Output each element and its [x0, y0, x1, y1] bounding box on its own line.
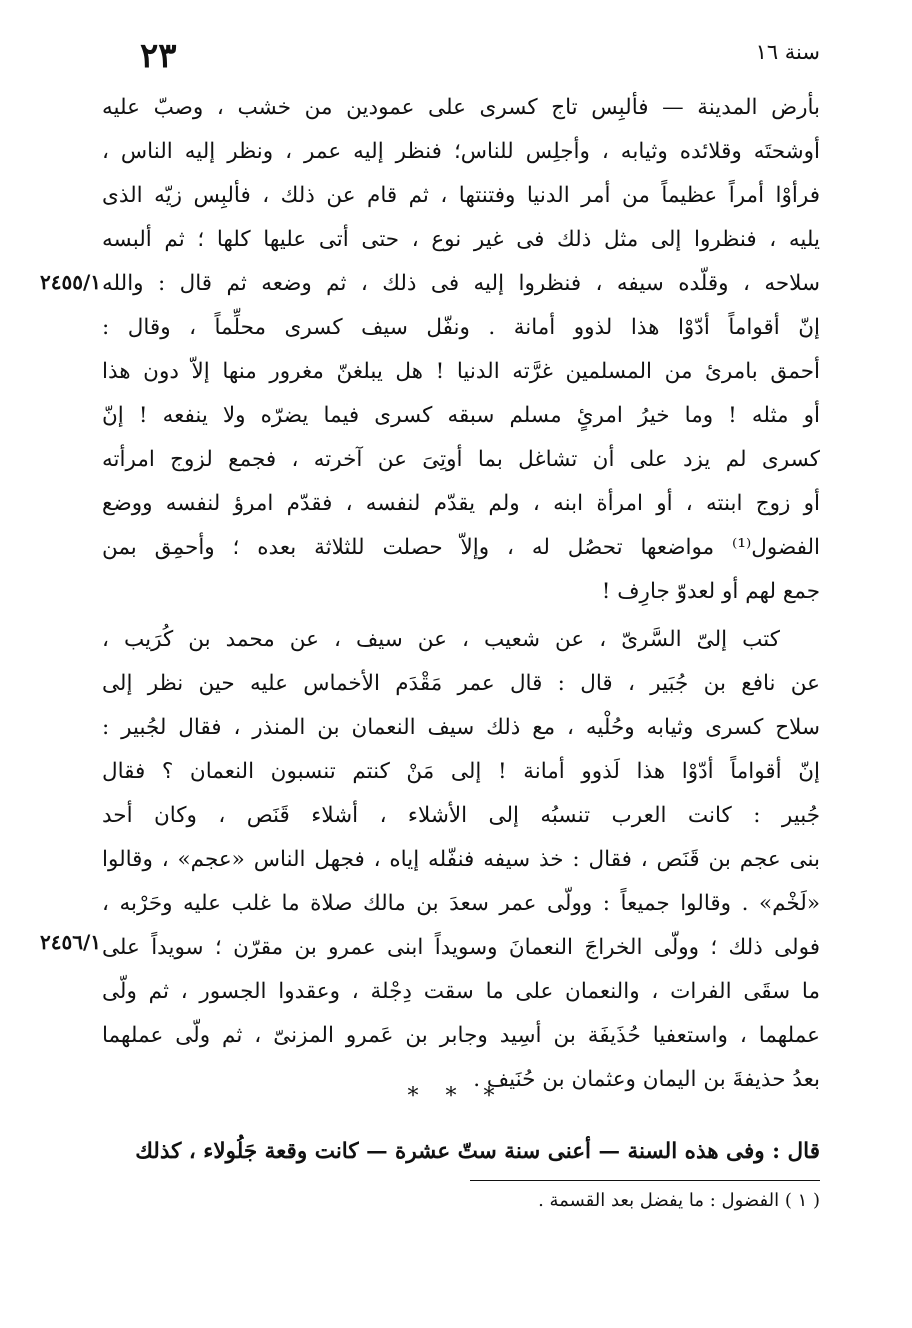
text-line: بنى عجم بن قَنَص ، فقال : خذ سيفه فنفّله إياه ، فجهل الناس «عجم» ، وقالوا	[102, 847, 820, 872]
text-line: فرأوْا أمراً عظيماً من أمر الدنيا وفتنتها ، ثم قام عن ذلك ، فألبِس زيّه الذى	[102, 183, 820, 208]
closing-paragraph	[102, 1130, 820, 1174]
text-line: قال : وفى هذه السنة — أعنى سنة ستّ عشرة — كانت وقعة جَلُولاء ، كذلك	[135, 1139, 820, 1164]
text-line: أوشحتَه وقلائده وثيابه ، وأجلِس للناس؛ فنظر إليه عمر ، ونظر إليه الناس ،	[102, 139, 820, 164]
section-ornament: * * *	[407, 1084, 505, 1109]
margin-reference: ٢٤٥٦/١	[40, 930, 102, 954]
text-line: بعدُ حذيفةَ بن اليمان وعثمان بن حُنَيف .	[473, 1067, 820, 1092]
text-line: فولى ذلك ؛ وولّى الخراجَ النعمانَ وسويداً ابنى عمرو بن مقرّن ؛ سويداً على	[102, 935, 820, 960]
text-line: إنّ أقواماً أدّوْا هذا لذوو أمانة . ونفّل سيف كسرى محلِّماً ، وقال :	[102, 315, 820, 340]
text-line: عملهما ، واستعفيا حُذَيفَة بن أسِيد وجابر بن عَمرو المزنىّ ، ثم ولّى عملهما	[102, 1023, 820, 1048]
text-line: إنّ أقواماً أدّوْا هذا لَذوو أمانة ! إلى مَنْ كنتم تنسبون النعمان ؟ فقال	[102, 759, 820, 784]
text-line: أحمق بامرئ من المسلمين غرَّته الدنيا ! هل يبلغنّ مغرور منها إلاّ دون هذا	[102, 359, 820, 384]
running-head: سنة ١٦	[755, 40, 820, 64]
text-line: بأرض المدينة — فألبِس تاج كسرى على عمودين من خشب ، وصبّ عليه	[102, 95, 820, 120]
text-line: جمع لهم أو لعدوّ جارِف !	[601, 579, 820, 604]
margin-reference: ٢٤٥٥/١	[40, 270, 102, 294]
footnote: ( ١ ) الفضول : ما يفضل بعد القسمة .	[538, 1190, 820, 1211]
text-line: عن نافع بن جُبَير ، قال : قال عمر مَقْدَم الأخماس عليه حين نظر إلى	[102, 671, 820, 696]
text-line: كتب إلىّ السَّرىّ ، عن شعيب ، عن سيف ، عن محمد بن كُرَيب ،	[102, 627, 780, 652]
paragraph-2	[102, 618, 820, 1102]
text-line: كسرى لم يزد على أن تشاغل بما أوتِىَ عن آخرته ، فجمع لزوج امرأته	[102, 447, 820, 472]
paragraph-1	[102, 86, 820, 614]
text-line: جُبير : كانت العرب تنسبُه إلى الأشلاء ، أشلاء قَنَص ، وكان أحد	[102, 803, 820, 828]
text-line: أو مثله ! وما خيرُ امرئٍ مسلم سبقه كسرى فيما يضرّه ولا ينفعه ! إنّ	[102, 403, 820, 428]
page-header	[120, 36, 820, 86]
text-line: يليه ، فنظروا إلى مثل ذلك فى غير نوع ، حتى أتى عليها كلها ؛ ثم ألبسه	[102, 227, 820, 252]
text-line: ما سقَى الفرات ، والنعمان على ما سقت دِجْلة ، وعقدوا الجسور ، ثم ولّى	[102, 979, 820, 1004]
footnote-divider	[470, 1180, 820, 1181]
text-line: «لَخْم» . وقالوا جميعاً : وولّى عمر سعدَ بن مالك صلاة ما غلب عليه وحَرْبه ،	[102, 891, 820, 916]
text-line: سلاح كسرى وثيابه وحُلْيه ، مع ذلك سيف النعمان بن المنذر ، فقال لجُبير :	[102, 715, 820, 740]
text-line: سلاحه ، وقلّده سيفه ، فنظروا إليه فى ذلك ، ثم وضعه ثم قال : والله	[102, 271, 820, 296]
text-line: أو زوج ابنته ، أو امرأة ابنه ، ولم يقدّم لنفسه ، فقدّم امرؤ لنفسه ووضع	[102, 491, 820, 516]
text-line: الفضول⁽¹⁾ مواضعها تحصُل له ، وإلاّ حصلت للثلاثة بعده ؛ وأحمِق بمن	[102, 535, 820, 560]
page-number: ٢٣	[140, 36, 177, 76]
